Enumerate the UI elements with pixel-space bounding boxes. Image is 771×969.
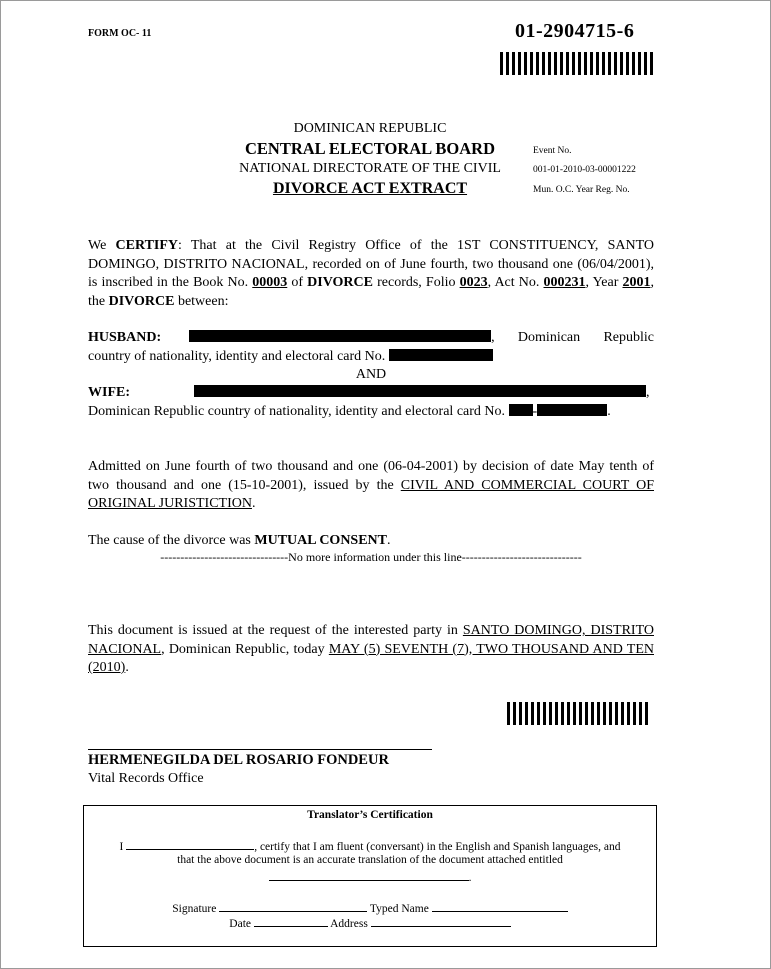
event-caption: Mun. O.C. Year Reg. No. [533,185,630,195]
husband-id-redaction [389,349,493,361]
no-more-information-line: --------------------------------No more information under this line------------------------------ [160,550,582,564]
document-title-blank[interactable] [269,870,469,881]
translator-signature-line: Signature Typed Name [90,901,650,915]
divorce-cause: MUTUAL CONSENT [254,533,388,548]
translator-statement-line1: I , certify that I am fluent (conversant) in the English and Spanish languages, and [119,841,621,853]
issue-date: MAY (5) SEVENTH (7), TWO THOUSAND AND TEN (2010) [88,641,654,675]
event-number: 001-01-2010-03-00001222 [533,165,636,175]
form-number: 01-2904715-6 [515,20,635,42]
certify-paragraph: We CERTIFY: That at the Civil Registry Office of the 1ST CONSTITUENCY, SANTO DOMINGO, DISTRITO NACIONAL, recorded on of June fourth, two thousand one (06/04/2001), is inscribed in the Book No. 00003 of DIVORCE records, Folio 0023, Act No. 000231, Year 2001, the DIVORCE between: [88,238,654,309]
husband-label: HUSBAND: [88,330,162,345]
signature-line [88,749,432,750]
wife-id-redaction-2 [537,404,607,416]
and-separator: AND [355,367,387,382]
form-code: FORM OC- 11 [88,28,152,39]
date-blank[interactable] [254,916,328,927]
barcode-bottom [507,702,651,725]
husband-paragraph: HUSBAND: , Dominican Republic country of nationality, identity and electoral card No. [88,330,654,364]
address-blank[interactable] [371,916,511,927]
board-heading: CENTRAL ELECTORAL BOARD [244,139,495,158]
translator-statement-line2: that the above document is an accurate translation of the document attached entitled [177,854,563,866]
event-label: Event No. [533,146,572,156]
signature-blank[interactable] [219,901,367,912]
admitted-paragraph: Admitted on June fourth of two thousand and one (06-04-2001) by decision of date May tenth of two thousand and one (15-10-2001), issued by the CIVIL AND COMMERCIAL COURT OF ORIGINAL JURISTICTION. [88,459,654,511]
translator-certification-title: Translator’s Certification [307,809,433,821]
issue-place: SANTO DOMINGO, DISTRITO NACIONAL [88,623,654,657]
act-number: 000231 [543,275,586,290]
signatory-office: Vital Records Office [88,771,204,786]
wife-name-redaction [194,385,646,397]
act-year: 2001 [622,275,651,290]
typed-name-blank[interactable] [432,901,568,912]
court-name: CIVIL AND COMMERCIAL COURT OF ORIGINAL JURISTICTION [88,477,654,511]
document-title: DIVORCE ACT EXTRACT [272,180,468,197]
wife-paragraph: WIFE: , Dominican Republic country of nationality, identity and electoral card No. - . [88,385,650,419]
translator-document-title-line: . [90,870,650,884]
wife-id-redaction-1 [509,404,533,416]
country-heading: DOMINICAN REPUBLIC [293,121,447,136]
husband-name-redaction [189,330,491,342]
folio-number: 0023 [459,275,488,290]
wife-label: WIFE: [88,385,130,400]
signatory-name: HERMENEGILDA DEL ROSARIO FONDEUR [88,752,389,768]
translator-date-address-line: Date Address [90,916,650,930]
directorate-heading: NATIONAL DIRECTORATE OF THE CIVIL [239,161,501,176]
issued-paragraph: This document is issued at the request of the interested party in SANTO DOMINGO, DISTRITO NACIONAL, Dominican Republic, today MAY (5) SEVENTH (7), TWO THOUSAND AND TEN (2010). [88,623,654,675]
translator-certification-box [83,805,657,947]
cause-paragraph: The cause of the divorce was MUTUAL CONSENT. [88,533,391,548]
barcode-top [500,52,656,75]
book-number: 00003 [252,275,288,290]
translator-name-blank[interactable] [126,839,254,850]
